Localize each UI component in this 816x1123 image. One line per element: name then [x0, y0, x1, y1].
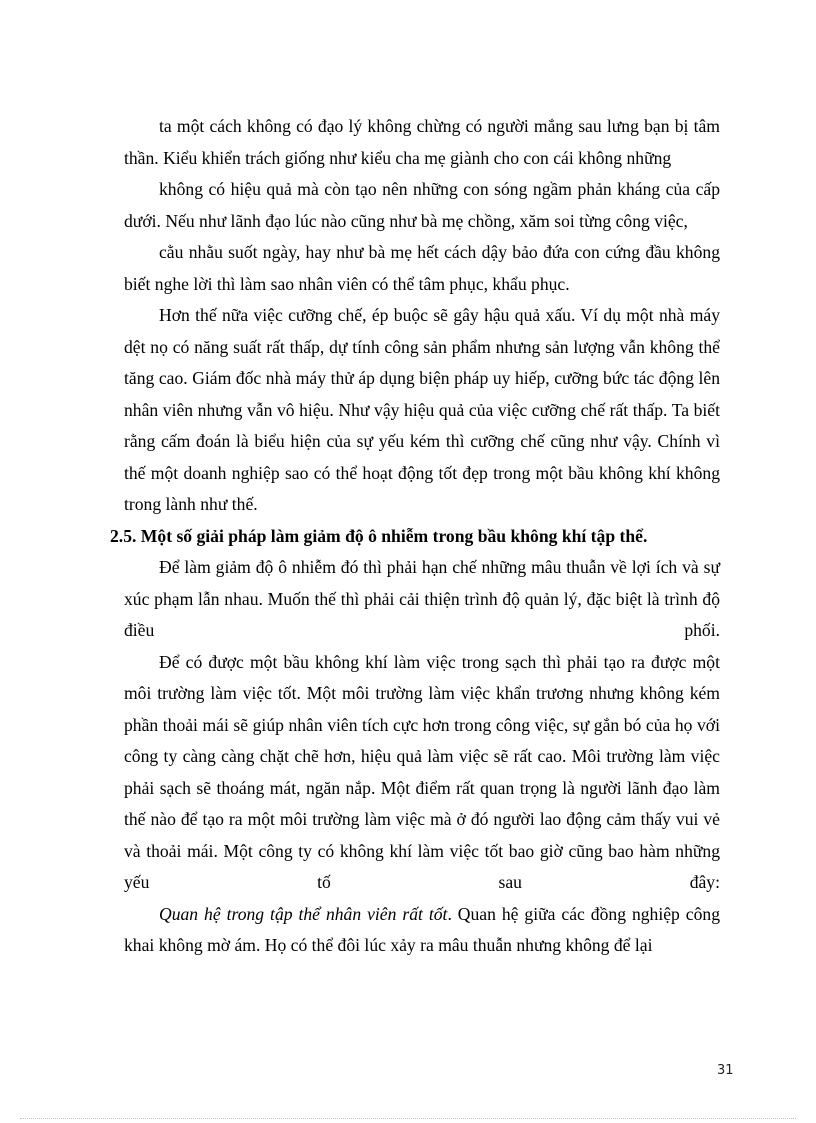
paragraph-6: Để có được một bầu không khí làm việc trong sạch thì phải tạo ra được một môi trường làm việc tốt. Một môi trường làm việc khẩn trương nhưng không kém phần thoải mái sẽ giúp nhân viên tích cực hơn trong công việc, sự gắn bó của họ với công ty càng càng chặt chẽ hơn, hiệu quả làm việc sẽ rất cao. Môi trường làm việc phải sạch sẽ thoáng mát, ngăn nắp. Một điểm rất quan trọng là người lãnh đạo làm thế nào để tạo ra một môi trường làm việc mà ở đó người lao động cảm thấy vui vẻ và thoải mái. Một công ty có không khí làm việc tốt bao giờ cũng bao hàm những yếu tố sau đây:: [124, 651, 720, 892]
paragraph-4: Hơn thế nữa việc cưỡng chế, ép buộc sẽ gây hậu quả xấu. Ví dụ một nhà máy dệt nọ có năng suất rất thấp, dự tính công sản phẩm nhưng sản lượng vẫn không thể tăng cao. Giám đốc nhà máy thử áp dụng biện pháp uy hiếp, cưỡng bức tác động lên nhân viên nhưng vẫn vô hiệu. Như vậy hiệu quả của việc cưỡng chế rất thấp. Ta biết rằng cấm đoán là biểu hiện của sự yếu kém thì cưỡng chế cũng như vậy. Chính vì thế một doanh nghiệp sao có thể hoạt động tốt đẹp trong một bầu không khí không trong lành như thế.: [124, 305, 720, 514]
page-bottom-divider: [20, 1118, 796, 1119]
paragraph-1: ta một cách không có đạo lý không chừng có người mắng sau lưng bạn bị tâm thần. Kiểu khiển trách giống như kiểu cha mẹ giành cho con cái không những: [124, 116, 720, 168]
paragraph-2: không có hiệu quả mà còn tạo nên những con sóng ngầm phản kháng của cấp dưới. Nếu như lãnh đạo lúc nào cũng như bà mẹ chồng, xăm soi từng công việc,: [124, 179, 720, 231]
paragraph-7: [124, 899, 720, 962]
page-number: 31: [717, 1063, 734, 1078]
italic-lead: Quan hệ trong tập thể nhân viên rất tốt: [159, 903, 448, 924]
paragraph-3: cằu nhằu suốt ngày, hay như bà mẹ hết cách dậy bảo đứa con cứng đầu không biết nghe lời thì làm sao nhân viên có thể tâm phục, khẩu phục.: [124, 242, 720, 294]
section-heading: 2.5. Một số giải pháp làm giảm độ ô nhiễm trong bầu không khí tập thể.: [110, 525, 648, 546]
document-body: [110, 111, 720, 962]
paragraph-5: Để làm giảm độ ô nhiễm đó thì phải hạn chế những mâu thuẫn về lợi ích và sự xúc phạm lẫn nhau. Muốn thế thì phải cải thiện trình độ quản lý, đặc biệt là trình độ điều phối.: [124, 557, 720, 640]
paragraph-7-text: . Quan hệ giữa các đồng nghiệp công khai không mờ ám. Họ có thể đôi lúc xảy ra mâu thuẫn nhưng không để lại: [124, 903, 720, 955]
